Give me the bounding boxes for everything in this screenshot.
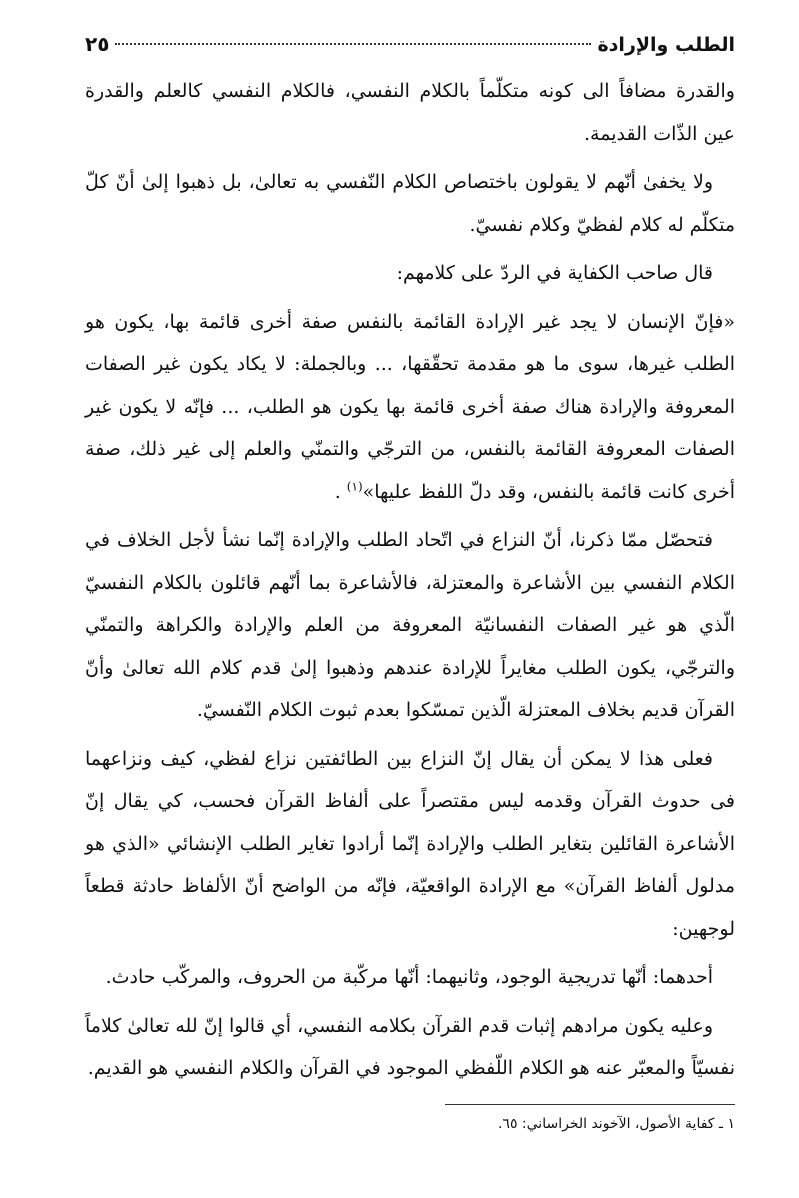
paragraph: أحدهما: أنّها تدريجية الوجود، وثانيهما: أنّها مركّبة من الحروف، والمركّب حادث. (105, 966, 713, 988)
quotation-end: . (334, 480, 347, 503)
paragraph: فتحصّل ممّا ذكرنا، أنّ النزاع في اتّحاد الطلب والإرادة إنّما نشأ لأجل الخلاف في الكلام النفسي بين الأشاعرة والمعتزلة، فالأشاعرة بما أنّهم قائلون بالكلام النفسيّ الّذي هو غير الصفات النفسانيّة المعروفة من العلم والإرادة والكراهة والتمنّي والترجّي، يكون الطلب مغايراً للإرادة عندهم وذهبوا إلىٰ قدم كلام الله تعالىٰ وأنّ القرآن قديم بخلاف المعتزلة الّذين تمسّكوا بعدم ثبوت الكلام النّفسيّ. (85, 529, 735, 721)
paragraph: قال صاحب الكفاية في الردّ على كلامهم: (396, 262, 713, 284)
main-text (85, 70, 735, 1090)
footnote-reference: (١) (346, 479, 363, 494)
quotation (85, 301, 735, 514)
footnote: ١ ـ كفاية الأصول، الآخوند الخراساني: ٦٥. (497, 1115, 735, 1132)
paragraph: فعلى هذا لا يمكن أن يقال إنّ النزاع بين الطائفتين نزاع لفظي، كيف ونزاعهما فى حدوث القرآن وقدمه ليس مقتصراً على ألفاظ القرآن فحسب، كي يقال إنّ الأشاعرة القائلين بتغاير الطلب والإرادة إنّما أرادوا تغاير الطلب الإنشائي «الذي هو مدلول ألفاظ القرآن» مع الإرادة الواقعيّة، فإنّه من الواضح أنّ الألفاظ حادثة قطعاً لوجهين: (85, 747, 735, 940)
paragraph: والقدرة مضافاً الى كونه متكلّماً بالكلام النفسي، فالكلام النفسي كالعلم والقدرة عين الذّات القديمة. (85, 80, 735, 145)
footnote-separator (445, 1104, 735, 1105)
header-dot-leader (115, 43, 591, 45)
quotation-text: «فإنّ الإنسان لا يجد غير الإرادة القائمة بالنفس صفة أخرى قائمة بها، يكون هو الطلب غيرها، سوى ما هو مقدمة تحقّقها، ... وبالجملة: لا يكاد يكون غير الصفات المعروفة والإرادة هناك صفة أخرى قائمة بها يكون هو الطلب، ... فإنّه لا يكون غير الصفات المعروفة القائمة بالنفس، من الترجّي والتمنّي والعلم إلى غير ذلك، صفة أخرى كانت قائمة بالنفس، وقد دلّ اللفظ عليها» (85, 310, 735, 503)
page-number: ٢٥ (85, 32, 110, 56)
paragraph: ولا يخفىٰ أنّهم لا يقولون باختصاص الكلام النّفسي به تعالىٰ، بل ذهبوا إلىٰ أنّ كلّ متكلّم له كلام لفظيّ وكلام نفسيّ. (85, 171, 735, 236)
book-page (85, 30, 735, 1135)
paragraph: وعليه يكون مرادهم إثبات قدم القرآن بكلامه النفسي، أي قالوا إنّ لله تعالىٰ كلاماً نفسيّاً والمعبّر عنه هو الكلام اللّفظي الموجود في القرآن والكلام النفسي هو القديم. (85, 1014, 735, 1079)
chapter-title: الطلب والإرادة (597, 34, 735, 56)
running-header (85, 30, 735, 58)
